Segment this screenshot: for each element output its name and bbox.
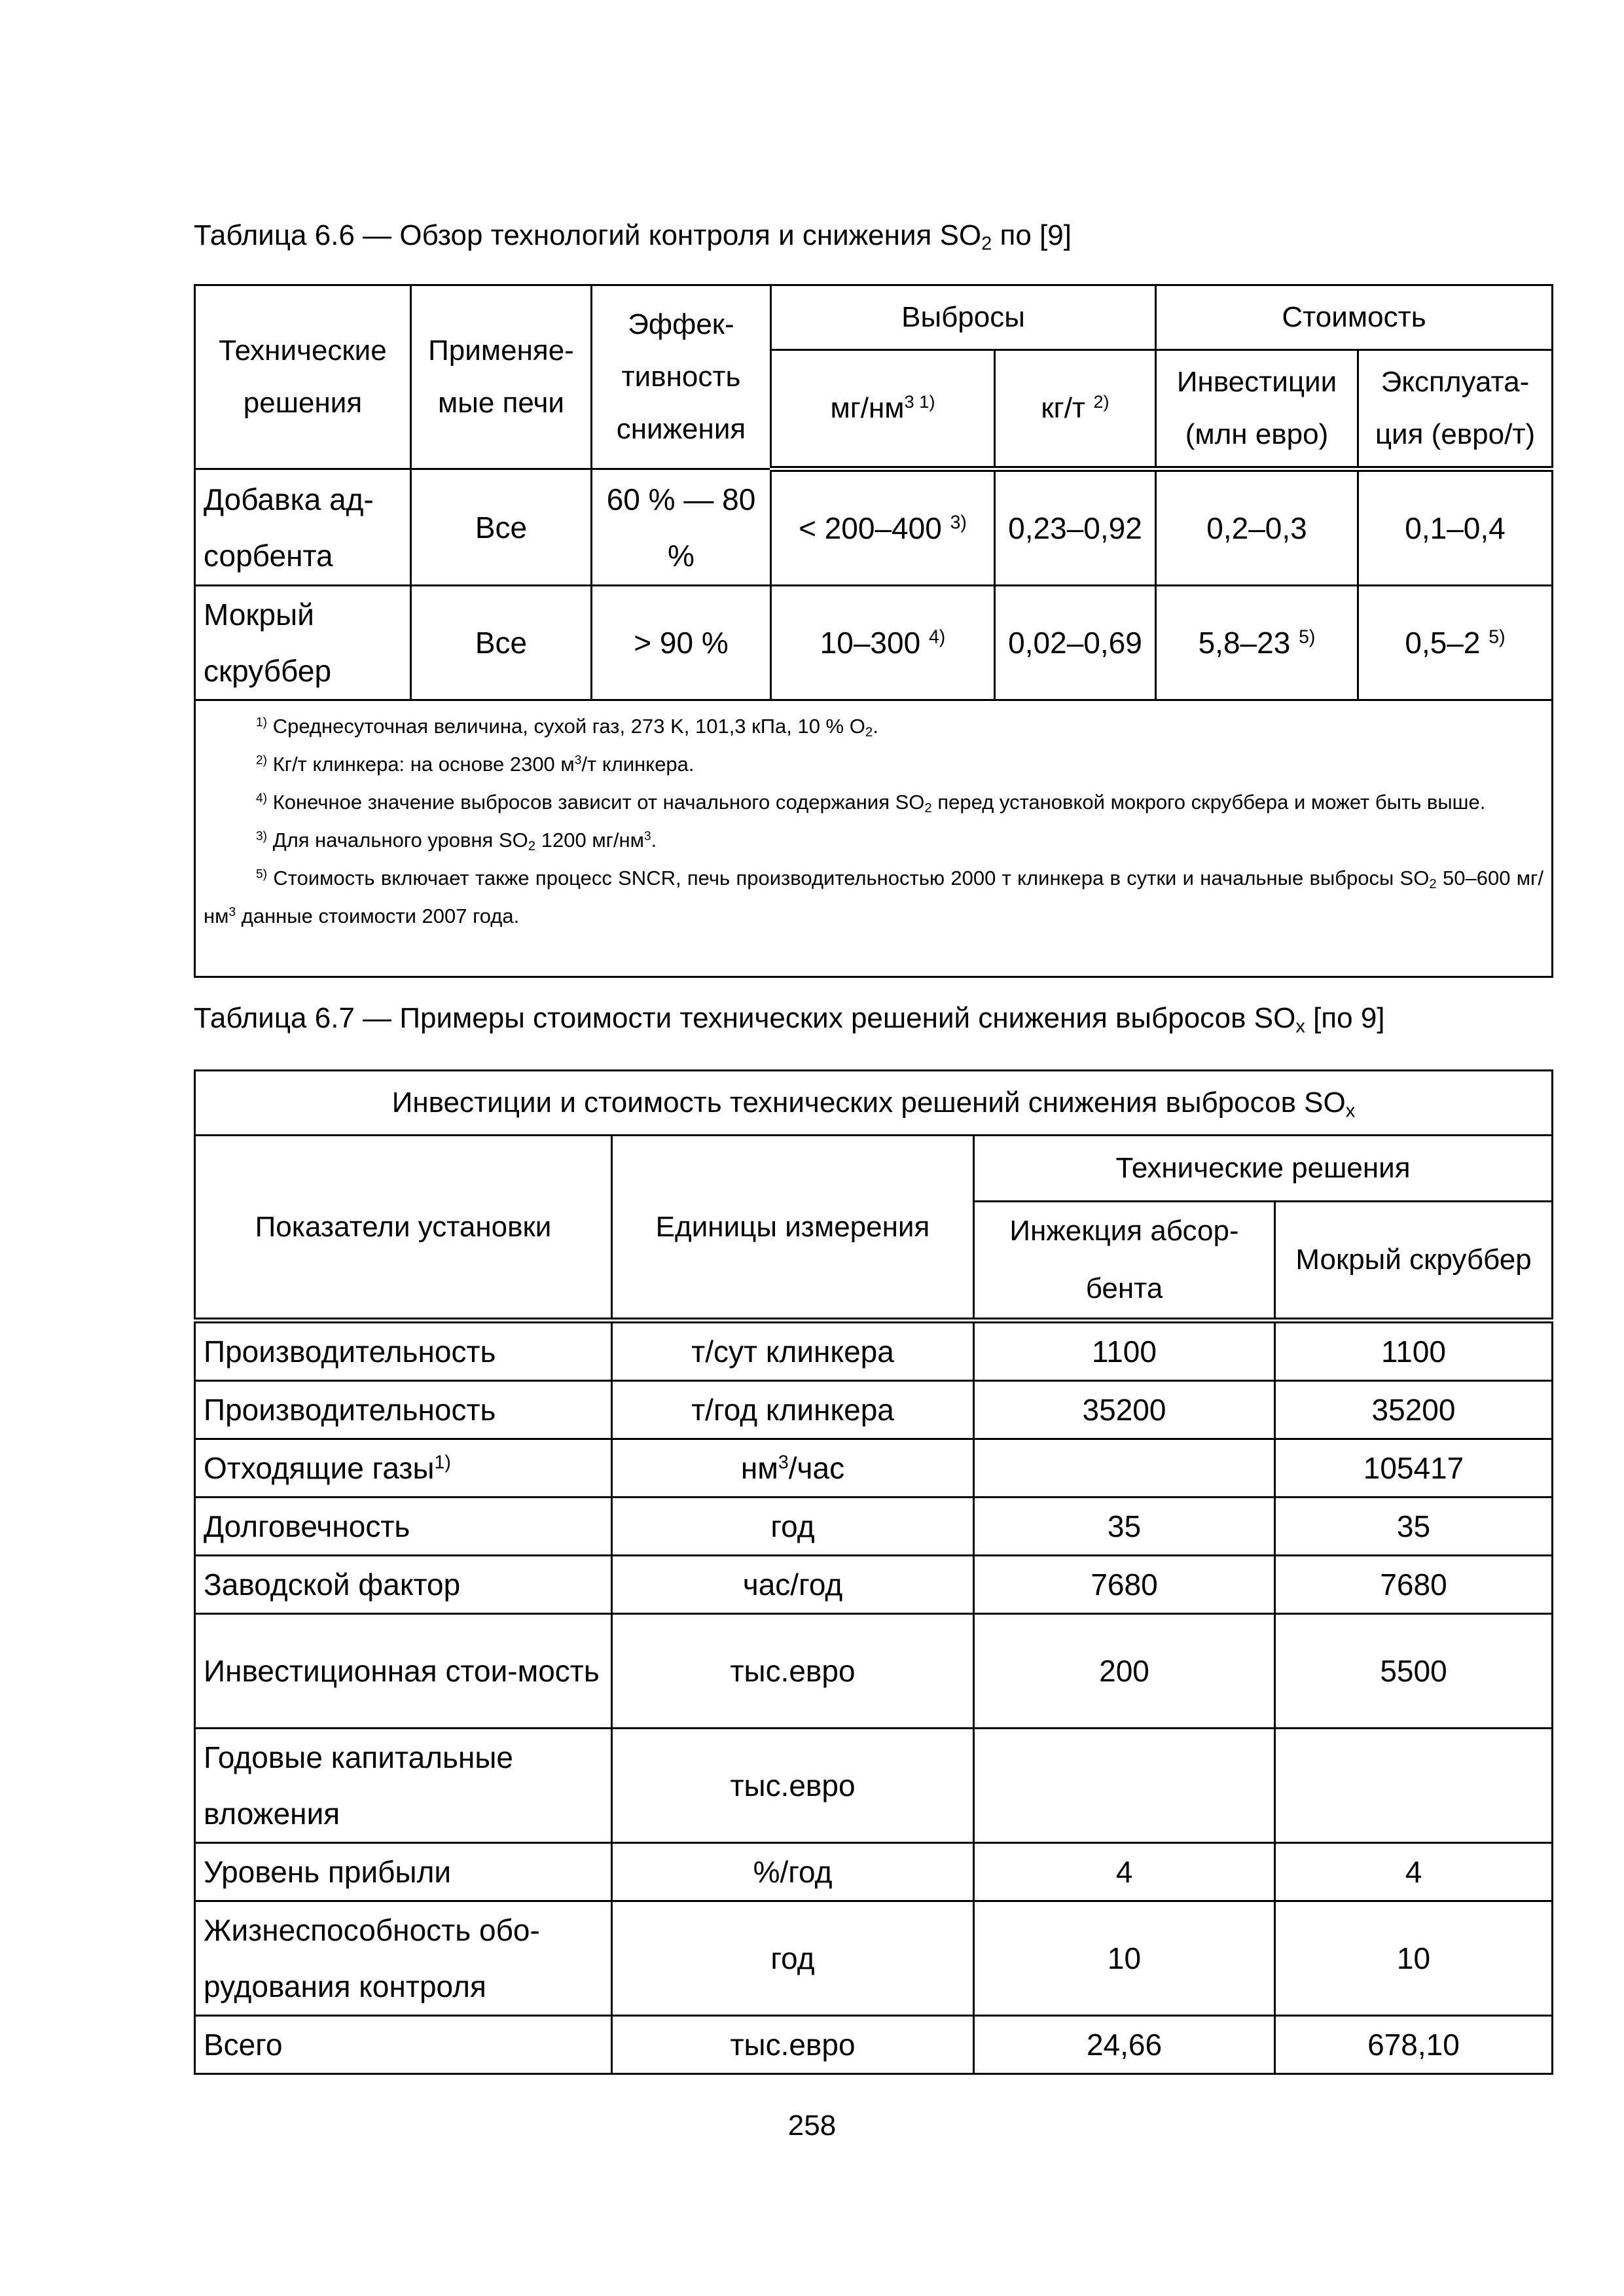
header-scrubber: Мокрый скруббер: [1275, 1202, 1553, 1321]
note-4: $^{4)}$ Конечное значение выбросов зависит от начального содержания $SO_2$ перед установкой мокрого скруббера и может быть выше.: [256, 791, 1486, 816]
header-invest: Инвестиции (млн евро): [1156, 350, 1358, 469]
note-5: $^{5)}$ Стоимость включает также процесс SNCR, печь производительностью 2000 т клинкера в сутки и начальные выбросы $SO_2$ 50–600 мг/ $нм^3$ данные стоимости 2007 года.: [204, 867, 1543, 927]
table-6-7-caption: Таблица 6.7 — Примеры стоимости технических решений снижения выбросов $SO_x$ [по 9]: [194, 1002, 1385, 1037]
header-indicators: Показатели установки: [195, 1136, 612, 1321]
table-row: Мокрый скруббер Все > 90 % 10–300 $^{4)}$ 0,02–0,69 5,8–23 $^{5)}$ 0,5–2 $^{5)}$: [195, 586, 1553, 700]
table-6-6: [194, 284, 1553, 978]
header-injection: Инжекция абсор-бента: [974, 1202, 1275, 1321]
table-6-7: [194, 1069, 1553, 2075]
table-row: Всего тыс.евро 24,66 678,10: [195, 2016, 1553, 2074]
header-emissions: Выбросы: [771, 285, 1156, 350]
header-cost: Стоимость: [1156, 285, 1553, 350]
table-row: Долговечность год 35 35: [195, 1498, 1553, 1556]
note-2: $^{2)}$ Кг/т клинкера: на основе 2300 $м^3/т$ клинкера.: [256, 753, 695, 776]
page-number: 258: [787, 2109, 837, 2142]
table-row: Производительность т/год клинкера 35200 35200: [195, 1381, 1553, 1439]
header-units: Единицы измерения: [612, 1136, 974, 1321]
table-row: Отходящие газы$^{1)}$ $нм^3$/час 105417: [195, 1439, 1553, 1498]
table-row: Добавка ад-сорбента Все 60 % — 80 % < 200–400 $^{3)}$ 0,23–0,92 0,2–0,3 0,1–0,4: [195, 469, 1553, 586]
table-row: Заводской фактор час/год 7680 7680: [195, 1556, 1553, 1614]
table-6-6-caption: Таблица 6.6 — Обзор технологий контроля и снижения $SO_2$ по [9]: [194, 219, 1072, 255]
table-row: Производительность т/сут клинкера 1100 1100: [195, 1321, 1553, 1381]
header-kg: кг/т $^{2)}$: [995, 350, 1156, 469]
header-operation: Эксплуата-ция (евро/т): [1358, 350, 1553, 469]
table-row: Годовые капитальные вложения тыс.евро: [195, 1729, 1553, 1843]
header-kilns: Применяе-мые печи: [411, 285, 592, 469]
note-3: $^{3)}$ Для начального уровня $SO_2$ 1200 $мг/нм^3$.: [256, 829, 657, 854]
table-row: Уровень прибыли %/год 4 4: [195, 1843, 1553, 1901]
table-row: Жизнеспособность обо-рудования контроля год 10 10: [195, 1901, 1553, 2016]
header-solutions: Технические решения: [974, 1136, 1553, 1202]
table-notes: [195, 700, 1553, 977]
header-solutions: Технические решения: [195, 285, 411, 469]
header-mg: $мг/нм^{3 1)}$: [771, 350, 995, 469]
table-6-7-title: Инвестиции и стоимость технических решений снижения выбросов $SO_x$: [195, 1071, 1553, 1136]
header-efficiency: Эффек-тивность снижения: [592, 285, 771, 469]
table-row: Инвестиционная стои-мость тыс.евро 200 5500: [195, 1614, 1553, 1729]
note-1: $^{1)}$ Среднесуточная величина, сухой газ, 273 K, 101,3 кПа, 10 % $O_2$.: [256, 715, 878, 740]
